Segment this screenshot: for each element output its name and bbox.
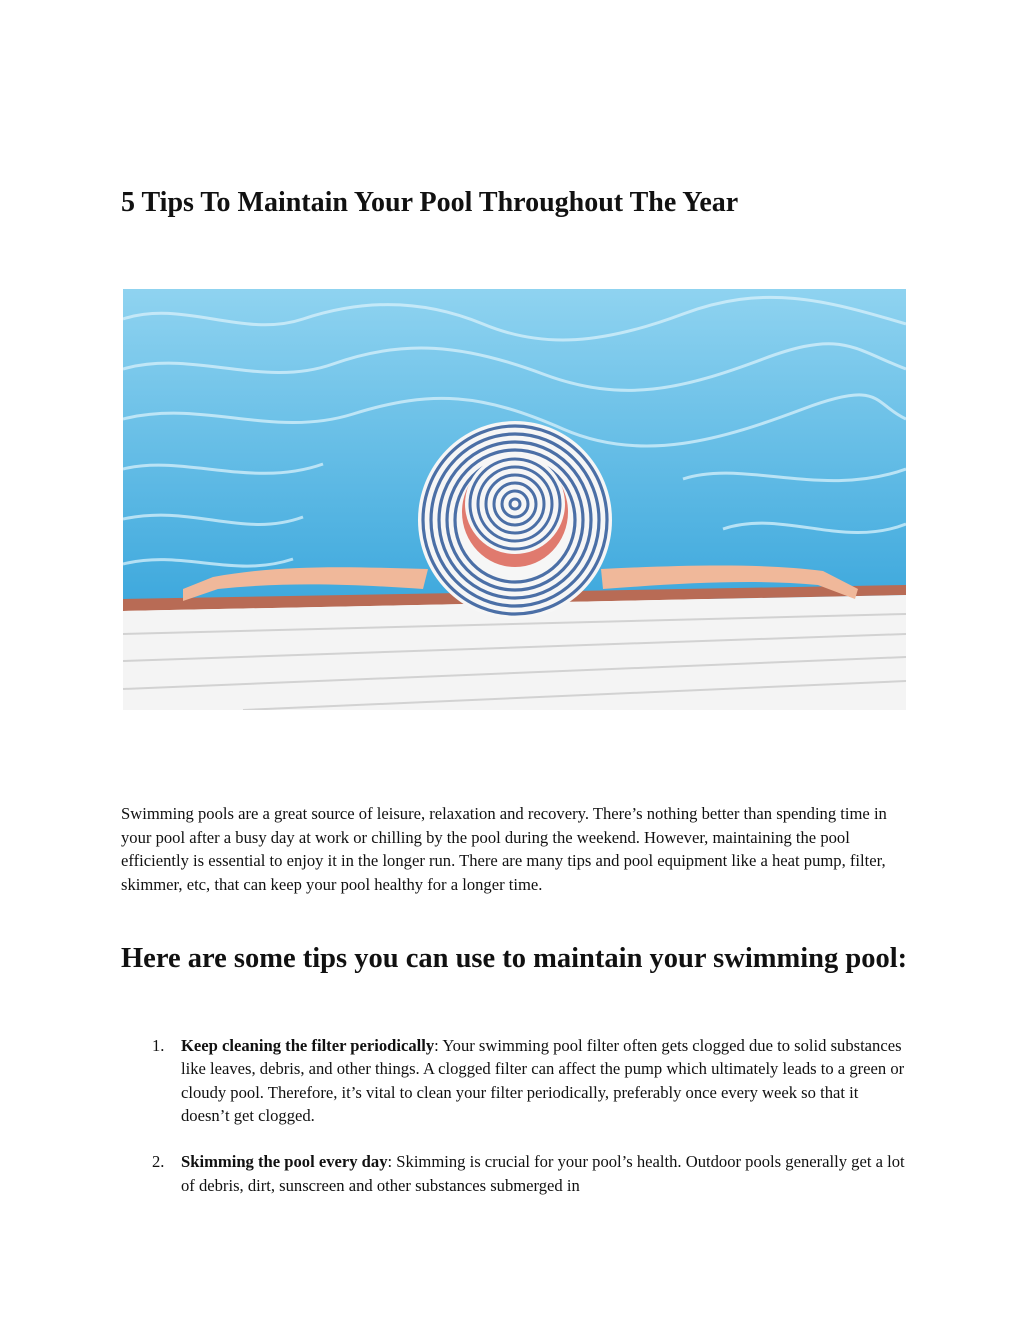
section-heading: Here are some tips you can use to maintain your swimming pool:: [121, 943, 908, 974]
hero-image: [123, 289, 906, 710]
tip-title: Skimming the pool every day: [181, 1152, 388, 1172]
tip-text: Your swimming pool filter often gets clogged due to solid substances like leaves, debris, and other things. A clogged filter can affect the pump which ultimately leads to a green or cloudy pool. Therefore, it’s vital to clean your filter periodically, preferably once every week so that it doesn’t get clogged.: [181, 1036, 905, 1125]
tip-title: Keep cleaning the filter periodically: [181, 1036, 435, 1055]
tip-separator: :: [434, 1036, 439, 1055]
tip-number: 2.: [152, 1152, 165, 1172]
tip-item: [121, 1150, 911, 1197]
page-title: 5 Tips To Maintain Your Pool Throughout The Year: [121, 187, 739, 218]
tip-text: Skimming is crucial for your pool’s health. Outdoor pools generally get a lot of debris, dirt, sunscreen and other substances submerged in: [181, 1152, 905, 1195]
sun-hat: [418, 421, 612, 619]
tip-number: 1.: [152, 1036, 165, 1055]
tip-item: [121, 1034, 911, 1127]
tip-separator: :: [387, 1152, 393, 1172]
tips-list: [121, 1034, 911, 1220]
intro-paragraph: Swimming pools are a great source of leisure, relaxation and recovery. There’s nothing better than spending time in your pool after a busy day at work or chilling by the pool during the weekend. However, maintaining the pool efficiently is essential to enjoy it in the longer run. There are many tips and pool equipment like a heat pump, filter, skimmer, etc, that can keep your pool healthy for a longer time.: [121, 804, 887, 894]
